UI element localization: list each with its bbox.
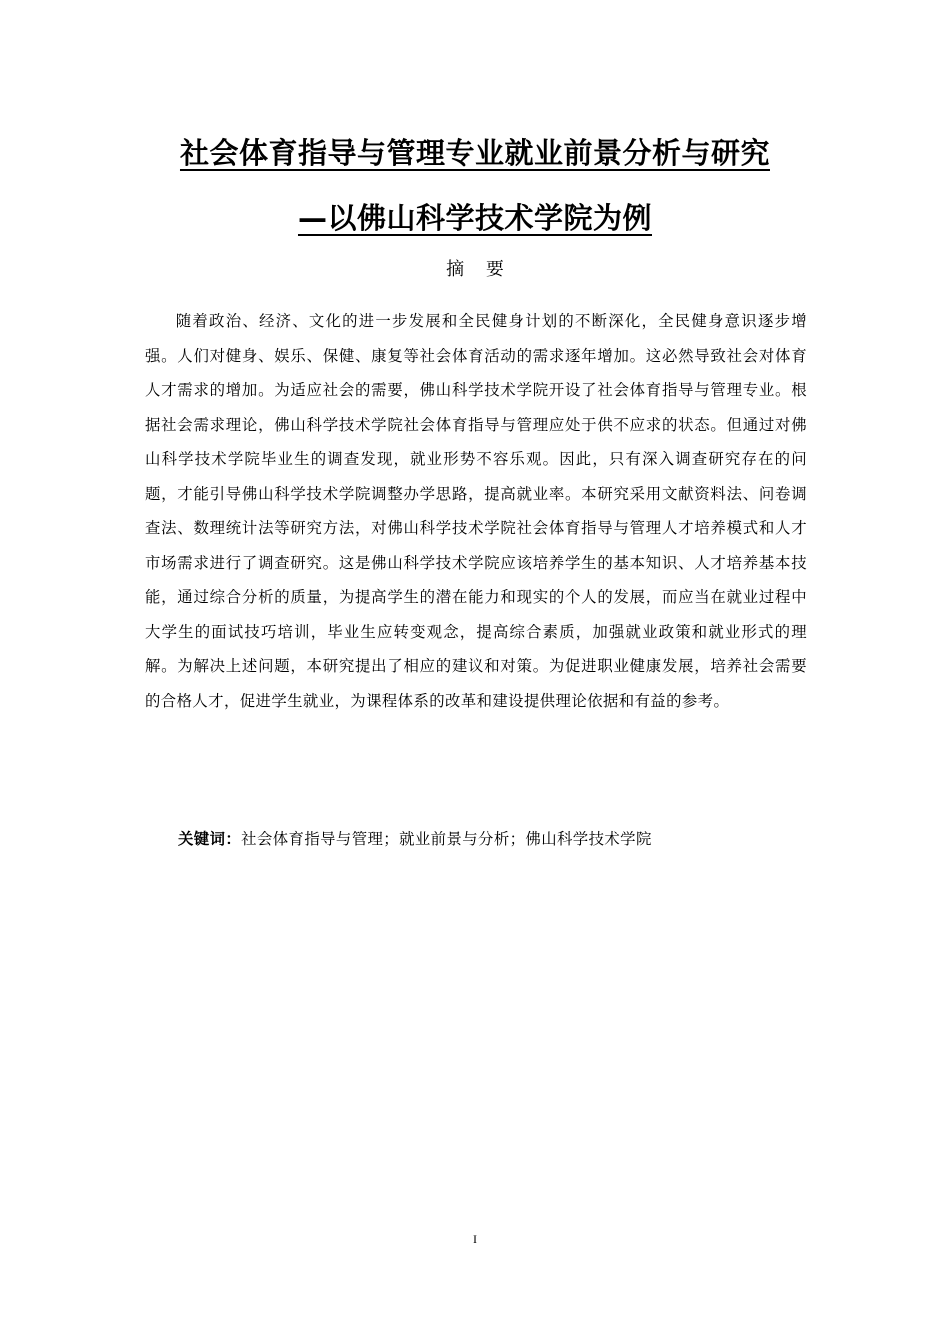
title-line-2	[0, 198, 950, 238]
title-line-1-text: 社会体育指导与管理专业就业前景分析与研究	[179, 136, 770, 170]
title-line-2-text: —以佛山科学技术学院为例	[297, 201, 652, 235]
title-line-1	[0, 133, 950, 173]
abstract-body: 随着政治、经济、文化的进一步发展和全民健身计划的不断深化，全民健身意识逐步增强。人们对健身、娱乐、保健、康复等社会体育活动的需求逐年增加。这必然导致社会对体育人才需求的增加。为适应社会的需要，佛山科学技术学院开设了社会体育指导与管理专业。根据社会需求理论，佛山科学技术学院社会体育指导与管理应处于供不应求的状态。但通过对佛山科学技术学院毕业生的调查发现，就业形势不容乐观。因此，只有深入调查研究存在的问题，才能引导佛山科学技术学院调整办学思路，提高就业率。本研究采用文献资料法、问卷调查法、数理统计法等研究方法，对佛山科学技术学院社会体育指导与管理人才培养模式和人才市场需求进行了调查研究。这是佛山科学技术学院应该培养学生的基本知识、人才培养基本技能，通过综合分析的质量，为提高学生的潜在能力和现实的个人的发展，而应当在就业过程中大学生的面试技巧培训，毕业生应转变观念，提高综合素质，加强就业政策和就业形式的理解。为解决上述问题，本研究提出了相应的建议和对策。为促进职业健康发展，培养社会需要的合格人才，促进学生就业，为课程体系的改革和建设提供理论依据和有益的参考。	[145, 312, 807, 710]
keywords	[178, 825, 818, 853]
keywords-label: 关键词：	[178, 830, 242, 848]
keywords-text: 社会体育指导与管理；就业前景与分析；佛山科学技术学院	[241, 830, 652, 848]
page-number: I	[473, 1232, 477, 1246]
abstract-heading: 摘 要	[446, 259, 512, 280]
